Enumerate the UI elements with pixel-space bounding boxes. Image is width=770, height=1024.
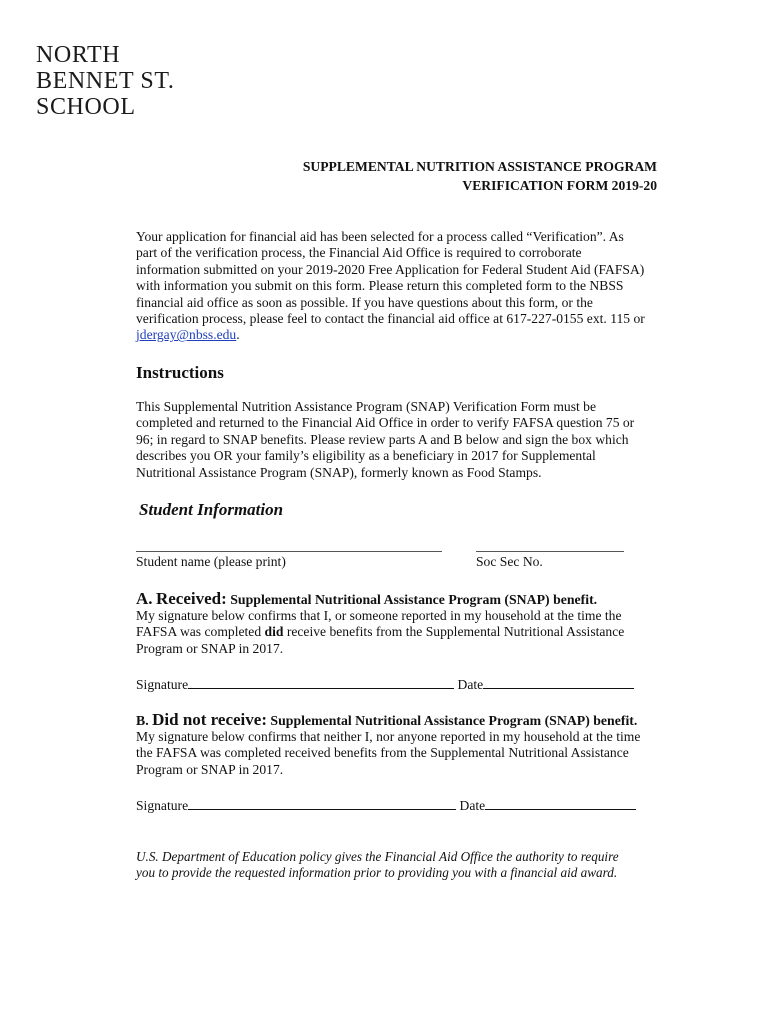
student-info-heading: Student Information (139, 500, 284, 519)
section-a-signature-row (136, 676, 634, 693)
policy-line: U.S. Department of Education policy gives the Financial Aid Office the authority to require (136, 849, 619, 864)
section-b-title: Supplemental Nutritional Assistance Program (SNAP) benefit. (266, 713, 638, 728)
section-b-heading (136, 710, 637, 730)
section-b-line: the FAFSA was completed received benefits from the Supplemental Nutritional Assistance (136, 745, 629, 761)
section-a-keyword: Received: (155, 589, 227, 608)
logo-line-school: SCHOOL (36, 94, 136, 120)
instructions-paragraph (136, 399, 676, 481)
policy-line: you to provide the requested information prior to providing you with a financial aid award. (136, 865, 618, 881)
section-a-signature-field[interactable] (188, 676, 454, 689)
section-a-line2-post: receive benefits from the Supplemental Nutritional Assistance (283, 624, 625, 640)
instructions-line: Nutritional Assistance Program (SNAP), formerly known as Food Stamps. (136, 464, 542, 480)
intro-email-line (136, 327, 676, 343)
section-a-paragraph (136, 608, 676, 657)
section-b-keyword: Did not receive: (152, 710, 267, 729)
instructions-line: completed and returned to the Financial Aid Office in order to verify FAFSA question 75 or (136, 415, 635, 431)
form-title (303, 157, 657, 195)
section-b-signature-label: Signature (136, 798, 189, 813)
instructions-line: This Supplemental Nutrition Assistance Program (SNAP) Verification Form must be (136, 399, 597, 414)
intro-line: information submitted on your 2019-2020 Free Application for Federal Student Aid (FAFSA) (136, 261, 645, 277)
soc-sec-label: Soc Sec No. (476, 554, 543, 569)
intro-line: part of the verification process, the Financial Aid Office is required to corroborate (136, 245, 582, 261)
school-logo (36, 42, 174, 120)
email-link[interactable]: jdergay@nbss.edu (136, 327, 237, 343)
section-b-paragraph (136, 729, 676, 778)
intro-line: verification process, please feel to contact the financial aid office at 617-227-0155 ext. 115 or (136, 311, 645, 327)
policy-footer (136, 849, 619, 882)
section-a-line: Program or SNAP in 2017. (136, 640, 284, 656)
section-b-date-label: Date (459, 798, 486, 813)
section-a-line2-pre: FAFSA was completed (136, 624, 265, 640)
section-b-date-field[interactable] (485, 797, 636, 810)
section-b-signature-row (136, 797, 636, 814)
form-title-line-2: VERIFICATION FORM 2019-20 (462, 178, 657, 193)
student-name-label: Student name (please print) (136, 554, 286, 569)
instructions-line: describes you OR your family’s eligibility as a beneficiary in 2017 for Supplemental (136, 448, 596, 464)
section-a-signature-label: Signature (136, 677, 189, 692)
section-b-signature-field[interactable] (188, 797, 456, 810)
section-a-date-field[interactable] (483, 676, 634, 689)
section-a-letter: A. (136, 589, 153, 608)
intro-line: financial aid office as soon as possible. If you have questions about this form, or the (136, 294, 593, 310)
section-a-title: Supplemental Nutritional Assistance Program (SNAP) benefit. (226, 592, 598, 607)
section-a-heading (136, 589, 597, 609)
section-a-line (136, 624, 676, 640)
section-b-line: My signature below confirms that neither I, nor anyone reported in my household at the time (136, 729, 641, 744)
logo-line-bennet: BENNET ST. (36, 68, 175, 94)
instructions-heading: Instructions (136, 363, 224, 382)
section-a-date-label: Date (457, 677, 484, 692)
intro-paragraph (136, 229, 676, 344)
section-a-line: My signature below confirms that I, or someone reported in my household at the time the (136, 608, 622, 623)
section-a-did: did (264, 624, 284, 640)
section-b-line: Program or SNAP in 2017. (136, 761, 284, 777)
soc-sec-field[interactable] (476, 551, 624, 552)
instructions-line: 96; in regard to SNAP benefits. Please review parts A and B below and sign the box which (136, 431, 629, 447)
email-suffix: . (236, 327, 240, 343)
section-b-letter: B. (136, 713, 149, 728)
logo-line-north: NORTH (36, 42, 121, 68)
form-title-line-1: SUPPLEMENTAL NUTRITION ASSISTANCE PROGRAM (302, 159, 657, 174)
intro-line: Your application for financial aid has been selected for a process called “Verification”. As (136, 229, 624, 244)
intro-line: with information you submit on this form. Please return this completed form to the NBSS (136, 278, 624, 294)
student-name-field[interactable] (136, 551, 442, 552)
